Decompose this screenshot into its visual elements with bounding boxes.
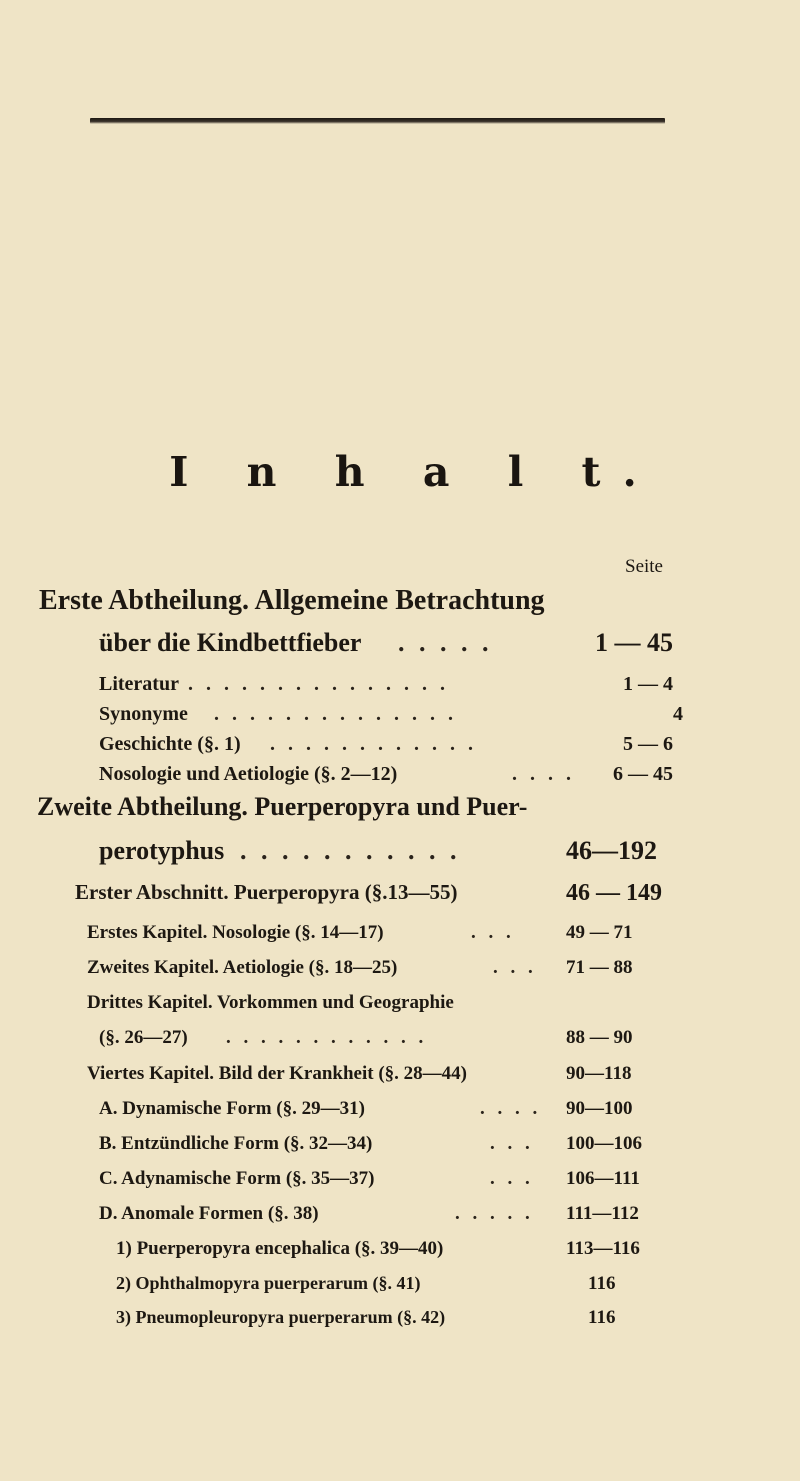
toc-entry [0, 628, 800, 668]
toc-entry-text: Synonyme [99, 703, 188, 725]
page-title: I n h a l t. [169, 448, 659, 496]
page-column-header: Seite [625, 556, 663, 577]
toc-entry-text: 2) Ophthalmopyra puerperarum (§. 41) [116, 1273, 421, 1293]
toc-entry-leader: . . . . . [455, 1203, 534, 1224]
toc-entry-leader: . . . . . [398, 628, 493, 657]
toc-entry-pages: 46 — 149 [566, 880, 662, 906]
toc-entry-leader: . . . . . . . . . . . . . . [214, 703, 457, 725]
toc-entry-pages: 100—106 [566, 1133, 642, 1154]
toc-entry-text: Viertes Kapitel. Bild der Krankheit (§. 28—44) [87, 1063, 467, 1084]
toc-entry-pages: 6 — 45 [613, 763, 673, 785]
toc-entry-pages: 46—192 [566, 836, 657, 865]
toc-entry [0, 1238, 800, 1278]
toc-entry-leader: . . . [493, 957, 537, 978]
toc-entry [0, 792, 800, 832]
toc-entry [0, 1098, 800, 1138]
toc-entry [0, 1307, 800, 1347]
toc-entry-text: 1) Puerperopyra encephalica (§. 39—40) [116, 1238, 444, 1259]
toc-entry-pages: 113—116 [566, 1238, 640, 1259]
toc-entry-pages: 111—112 [566, 1203, 639, 1224]
toc-entry-text: Erster Abschnitt. Puerperopyra (§.13—55) [75, 880, 458, 904]
toc-entry-leader: . . . [471, 922, 515, 943]
toc-entry-text: Erste Abtheilung. Allgemeine Betrachtung [39, 585, 545, 616]
toc-entry-pages: 5 — 6 [623, 733, 673, 755]
toc-entry [0, 957, 800, 997]
toc-entry [0, 836, 800, 876]
toc-entry-pages: 90—118 [566, 1063, 632, 1084]
toc-entry-text: A. Dynamische Form (§. 29—31) [99, 1098, 365, 1119]
toc-entry-leader: . . . . . . . . . . . [240, 836, 461, 865]
toc-entry-text: B. Entzündliche Form (§. 32—34) [99, 1133, 373, 1154]
toc-entry-text: über die Kindbettfieber [99, 628, 362, 657]
toc-entry-pages: 1 — 4 [623, 673, 673, 695]
toc-entry-text: Literatur [99, 673, 179, 695]
toc-entry-pages: 90—100 [566, 1098, 633, 1119]
toc-entry-text: Erstes Kapitel. Nosologie (§. 14—17) [87, 922, 384, 943]
toc-entry-pages: 88 — 90 [566, 1027, 633, 1048]
toc-entry-leader: . . . . . . . . . . . . . . . [188, 673, 449, 695]
toc-entry [0, 1133, 800, 1173]
toc-entry-text: Nosologie und Aetiologie (§. 2—12) [99, 763, 398, 785]
toc-entry-pages: 116 [588, 1307, 616, 1328]
toc-entry [0, 1063, 800, 1103]
toc-entry-text: C. Adynamische Form (§. 35—37) [99, 1168, 375, 1189]
toc-entry-pages: 116 [588, 1273, 616, 1294]
toc-entry-text: 3) Pneumopleuropyra puerperarum (§. 42) [116, 1307, 446, 1327]
toc-entry-leader: . . . . [512, 763, 575, 785]
toc-entry-leader: . . . . . . . . . . . . [270, 733, 477, 755]
toc-entry [0, 1203, 800, 1243]
toc-entry-text: Zweites Kapitel. Aetiologie (§. 18—25) [87, 957, 398, 978]
toc-entry-text: Drittes Kapitel. Vorkommen und Geographie [87, 992, 454, 1013]
toc-entry [0, 1168, 800, 1208]
toc-entry [0, 1027, 800, 1067]
toc-entry-pages: 1 — 45 [595, 628, 673, 657]
toc-entry-leader: . . . [490, 1133, 534, 1154]
toc-entry-pages: 4 [673, 703, 683, 725]
toc-entry-pages: 71 — 88 [566, 957, 633, 978]
toc-entry [0, 585, 800, 625]
toc-entry-text: Zweite Abtheilung. Puerperopyra und Puer- [37, 792, 528, 821]
toc-entry-leader: . . . [490, 1168, 534, 1189]
toc-entry [0, 880, 800, 920]
toc-entry-pages: 49 — 71 [566, 922, 633, 943]
toc-entry-leader: . . . . [480, 1098, 542, 1119]
toc-entry [0, 922, 800, 962]
toc-entry-text: (§. 26—27) [99, 1027, 188, 1048]
toc-entry-leader: . . . . . . . . . . . . [226, 1027, 428, 1048]
toc-entry-text: perotyphus [99, 836, 225, 865]
toc-entry [0, 992, 800, 1032]
toc-entry-text: D. Anomale Formen (§. 38) [99, 1203, 319, 1224]
toc-entry-text: Geschichte (§. 1) [99, 733, 241, 755]
toc-entry-pages: 106—111 [566, 1168, 640, 1189]
